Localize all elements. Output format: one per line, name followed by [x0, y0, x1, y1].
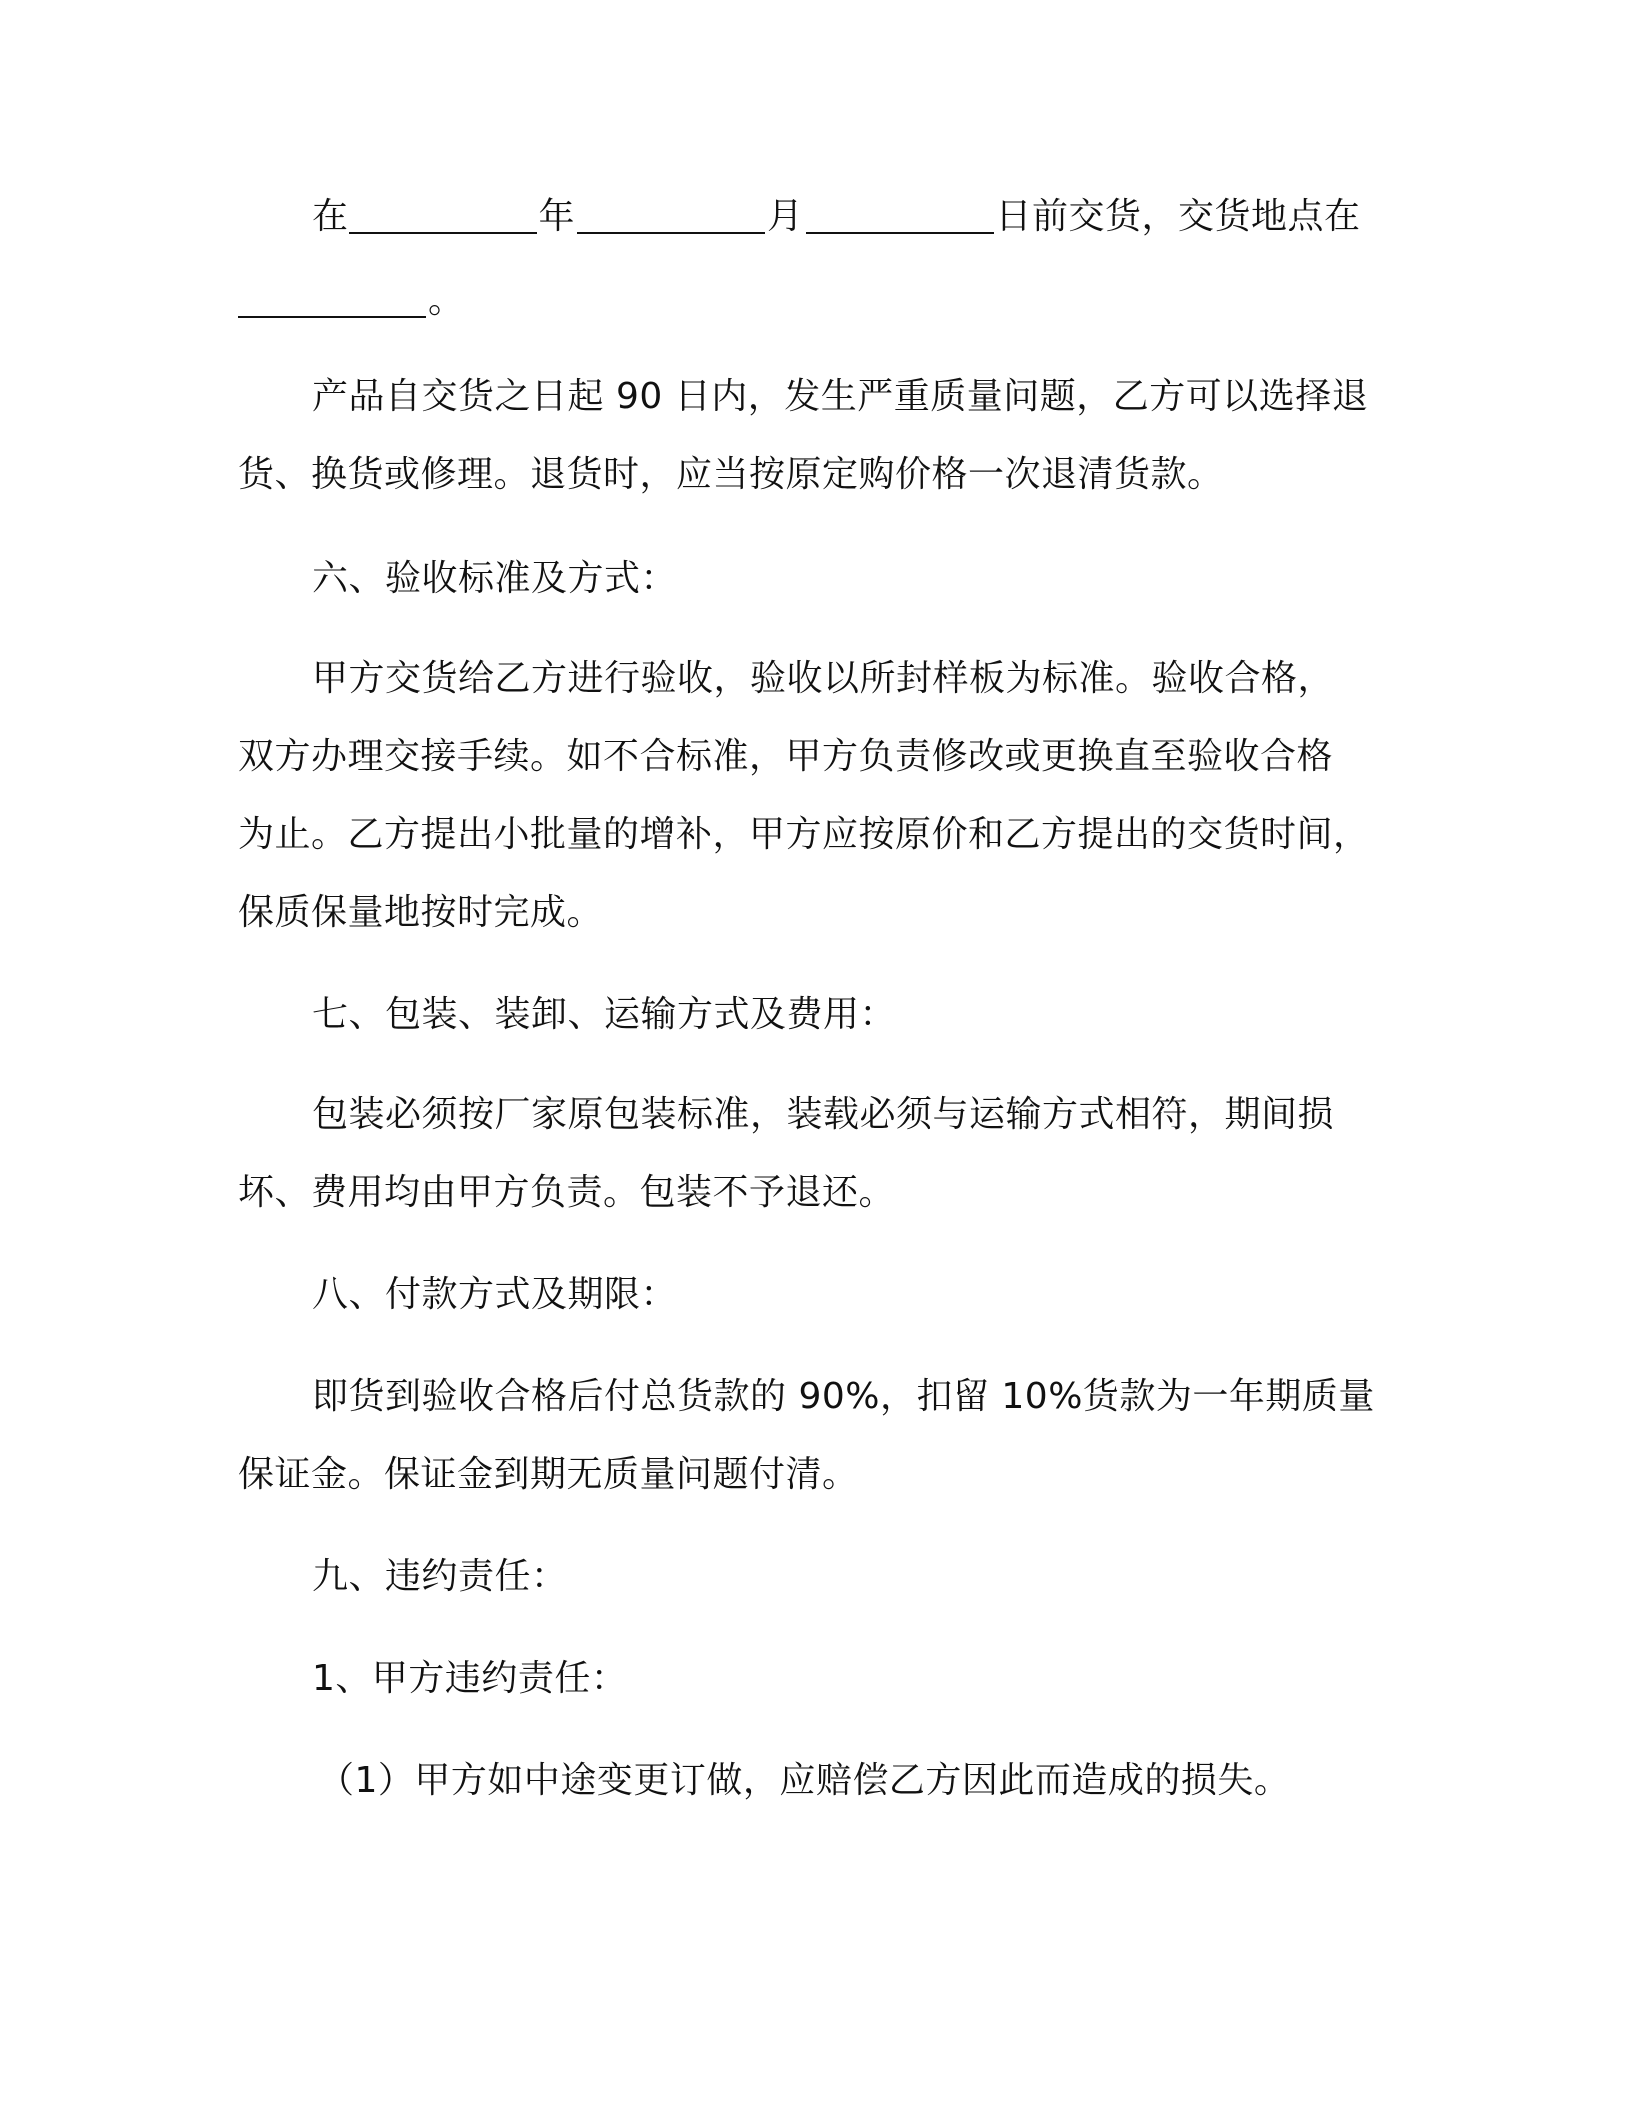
delivery-place-line [238, 262, 465, 340]
delivery-end: 。 [428, 280, 465, 321]
paragraph-line: 产品自交货之日起 90 日内，发生严重质量问题，乙方可以选择退 [312, 376, 1369, 417]
subsection-heading: 1、甲方违约责任： [312, 1658, 628, 1699]
paragraph-line: 甲方交货给乙方进行验收，验收以所封样板为标准。验收合格， [312, 658, 1335, 699]
delivery-suffix: 日前交货，交货地点在 [995, 196, 1361, 237]
paragraph-line: 保质保量地按时完成。 [238, 892, 604, 933]
year-blank [349, 196, 537, 234]
section-heading-8: 八、付款方式及期限： [312, 1274, 678, 1315]
delivery-prefix: 在 [312, 196, 349, 237]
paragraph-line: 坏、费用均由甲方负责。包装不予退还。 [238, 1172, 896, 1213]
paragraph-line: 保证金。保证金到期无质量问题付清。 [238, 1454, 859, 1495]
month-blank [577, 196, 765, 234]
delivery-year-label: 年 [538, 196, 576, 237]
paragraph-line: 双方办理交接手续。如不合标准，甲方负责修改或更换直至验收合格 [238, 736, 1334, 777]
clause-item: （1）甲方如中途变更订做，应赔偿乙方因此而造成的损失。 [318, 1760, 1291, 1801]
place-blank [238, 280, 426, 318]
paragraph-line: 即货到验收合格后付总货款的 90%，扣留 10%货款为一年期质量 [312, 1376, 1375, 1417]
day-blank [806, 196, 994, 234]
section-heading-9: 九、违约责任： [312, 1556, 568, 1597]
delivery-month-label: 月 [767, 196, 804, 237]
section-heading-7: 七、包装、装卸、运输方式及费用： [312, 994, 897, 1035]
paragraph-line: 为止。乙方提出小批量的增补，甲方应按原价和乙方提出的交货时间， [238, 814, 1370, 855]
delivery-line [312, 178, 1361, 256]
paragraph-line: 包装必须按厂家原包装标准，装载必须与运输方式相符，期间损 [312, 1094, 1335, 1135]
paragraph-line: 货、换货或修理。退货时，应当按原定购价格一次退清货款。 [238, 454, 1224, 495]
section-heading-6: 六、验收标准及方式： [312, 558, 678, 599]
